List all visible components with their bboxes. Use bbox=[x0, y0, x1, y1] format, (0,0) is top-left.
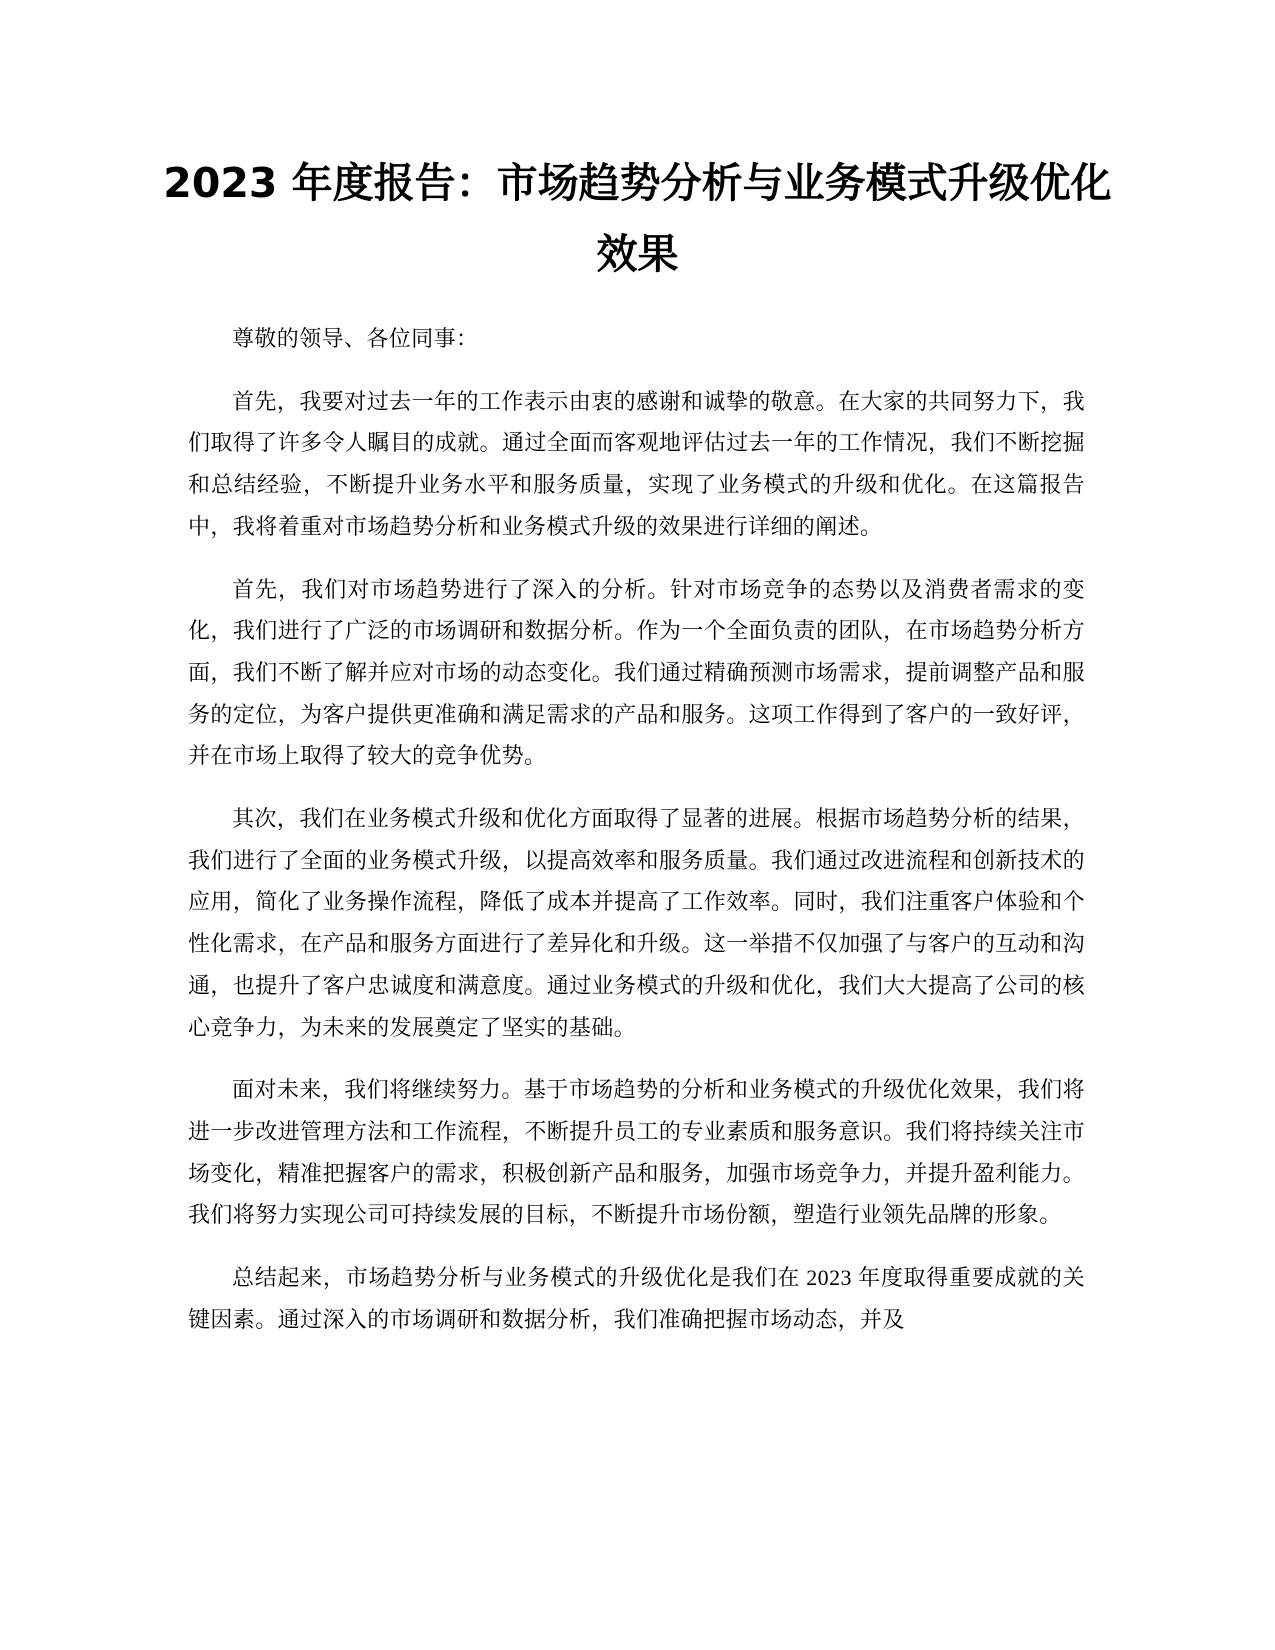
paragraph-4: 面对未来，我们将继续努力。基于市场趋势的分析和业务模式的升级优化效果，我们将进一步改进管理方法和工作流程，不断提升员工的专业素质和服务意识。我们将持续关注市场变化，精准把握客户的需求，积极创新产品和服务，加强市场竞争力，并提升盈利能力。我们将努力实现公司可持续发展的目标，不断提升市场份额，塑造行业领先品牌的形象。 bbox=[188, 1077, 1085, 1228]
document-title: 2023 年度报告：市场趋势分析与业务模式升级优化效果 bbox=[163, 159, 1112, 278]
document-body bbox=[188, 318, 1085, 1361]
paragraph-1: 首先，我要对过去一年的工作表示由衷的感谢和诚挚的敬意。在大家的共同努力下，我们取得了许多令人瞩目的成就。通过全面而客观地评估过去一年的工作情况，我们不断挖掘和总结经验，不断提升业务水平和服务质量，实现了业务模式的升级和优化。在这篇报告中，我将着重对市场趋势分析和业务模式升级的效果进行详细的阐述。 bbox=[188, 388, 1085, 539]
greeting-line: 尊敬的领导、各位同事： bbox=[232, 326, 479, 351]
paragraph-3: 其次，我们在业务模式升级和优化方面取得了显著的进展。根据市场趋势分析的结果，我们进行了全面的业务模式升级，以提高效率和服务质量。我们通过改进流程和创新技术的应用，简化了业务操作流程，降低了成本并提高了工作效率。同时，我们注重客户体验和个性化需求，在产品和服务方面进行了差异化和升级。这一举措不仅加强了与客户的互动和沟通，也提升了客户忠诚度和满意度。通过业务模式的升级和优化，我们大大提高了公司的核心竞争力，为未来的发展奠定了坚实的基础。 bbox=[188, 806, 1085, 1040]
paragraph-2: 首先，我们对市场趋势进行了深入的分析。针对市场竞争的态势以及消费者需求的变化，我们进行了广泛的市场调研和数据分析。作为一个全面负责的团队，在市场趋势分析方面，我们不断了解并应对市场的动态变化。我们通过精确预测市场需求，提前调整产品和服务的定位，为客户提供更准确和满足需求的产品和服务。这项工作得到了客户的一致好评，并在市场上取得了较大的竞争优势。 bbox=[188, 576, 1085, 769]
paragraph-5: 总结起来，市场趋势分析与业务模式的升级优化是我们在 2023 年度取得重要成就的关键因素。通过深入的市场调研和数据分析，我们准确把握市场动态，并及 bbox=[188, 1265, 1085, 1332]
